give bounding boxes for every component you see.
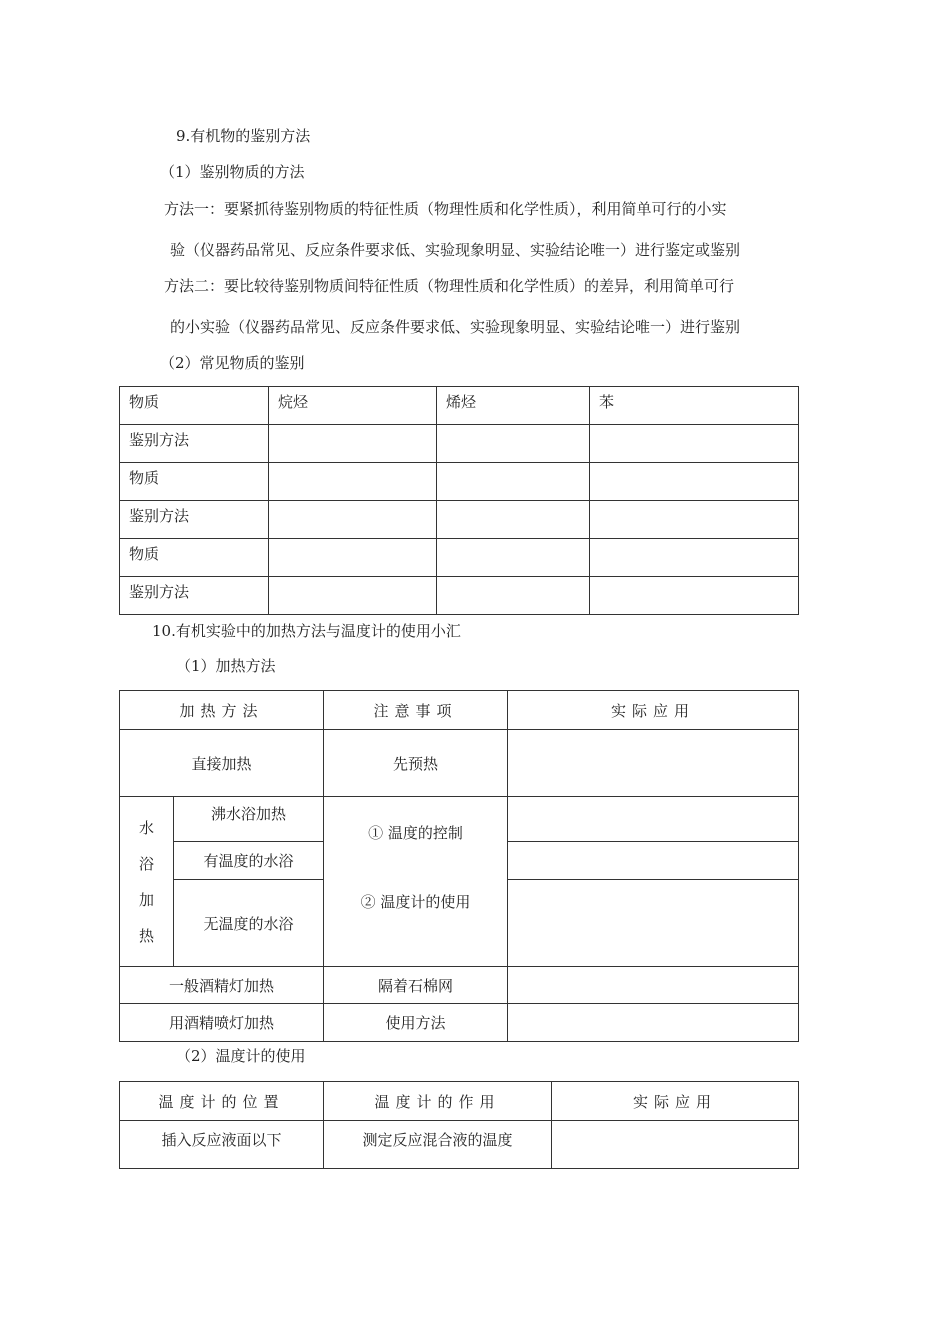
water-note-thermometer-use: ② 温度计的使用 — [360, 892, 471, 911]
water-bath-notes — [324, 797, 508, 967]
table-cell — [590, 539, 799, 577]
row-label: 物质 — [120, 539, 269, 577]
table-cell — [590, 577, 799, 615]
sub-heading-thermometer-use: （2）温度计的使用 — [176, 1047, 306, 1065]
method-one-line-2: 验（仪器药品常见、反应条件要求低、实验现象明显、实验结论唯一）进行鉴定或鉴别 — [170, 241, 741, 259]
thermometer-position-cell: 插入反应液面以下 — [120, 1121, 324, 1169]
table-cell — [437, 539, 590, 577]
table-cell — [590, 463, 799, 501]
table-cell — [269, 425, 437, 463]
table-cell — [590, 501, 799, 539]
thermometer-function-cell: 测定反应混合液的温度 — [324, 1121, 552, 1169]
table-cell — [269, 577, 437, 615]
table-cell — [508, 842, 799, 880]
header-cell: 温度计的作用 — [324, 1082, 552, 1121]
water-bath-char: 水 — [138, 818, 154, 837]
header-cell: 物质 — [120, 387, 269, 425]
table-cell — [269, 539, 437, 577]
table-cell — [508, 1004, 799, 1042]
table-cell — [437, 425, 590, 463]
direct-heating-cell: 直接加热 — [120, 730, 324, 797]
section-9-title: 9.有机物的鉴别方法 — [176, 127, 311, 145]
section-10-title: 10.有机实验中的加热方法与温度计的使用小汇 — [152, 622, 461, 640]
header-cell: 温度计的位置 — [120, 1082, 324, 1121]
table-row — [120, 501, 799, 539]
header-cell: 实际应用 — [552, 1082, 799, 1121]
header-cell: 加热方法 — [120, 691, 324, 730]
header-cell: 注意事项 — [324, 691, 508, 730]
table-header-row — [120, 387, 799, 425]
row-label: 鉴别方法 — [120, 577, 269, 615]
identification-table — [119, 386, 799, 615]
table-cell — [437, 463, 590, 501]
sub-heading-heating-methods: （1）加热方法 — [176, 657, 276, 675]
alcohol-lamp-cell: 一般酒精灯加热 — [120, 967, 324, 1004]
table-cell — [508, 880, 799, 967]
table-row — [120, 577, 799, 615]
method-one-line-1: 方法一：要紧抓待鉴别物质的特征性质（物理性质和化学性质），利用简单可行的小实 — [164, 200, 727, 218]
table-cell — [590, 425, 799, 463]
table-cell — [508, 730, 799, 797]
header-cell: 苯 — [590, 387, 799, 425]
thermometer-table — [119, 1081, 799, 1169]
heating-methods-table — [119, 690, 799, 1042]
row-label: 物质 — [120, 463, 269, 501]
direct-heating-note: 先预热 — [324, 730, 508, 797]
header-cell: 实际应用 — [508, 691, 799, 730]
table-cell — [552, 1121, 799, 1169]
table-row — [120, 797, 799, 842]
table-header-row — [120, 1082, 799, 1121]
table-cell — [437, 501, 590, 539]
table-row — [120, 1121, 799, 1169]
water-bath-without-temp-cell: 无温度的水浴 — [174, 880, 324, 967]
water-note-temperature-control: ① 温度的控制 — [368, 823, 463, 842]
header-cell: 烯烃 — [437, 387, 590, 425]
row-label: 鉴别方法 — [120, 501, 269, 539]
row-label: 鉴别方法 — [120, 425, 269, 463]
table-cell — [508, 797, 799, 842]
table-cell — [269, 501, 437, 539]
sub-heading-common-substances: （2）常见物质的鉴别 — [160, 354, 305, 372]
table-cell — [508, 967, 799, 1004]
blow-lamp-cell: 用酒精喷灯加热 — [120, 1004, 324, 1042]
method-two-line-1: 方法二：要比较待鉴别物质间特征性质（物理性质和化学性质）的差异，利用简单可行 — [164, 277, 735, 295]
table-header-row — [120, 691, 799, 730]
water-bath-char: 热 — [138, 926, 154, 945]
table-row — [120, 425, 799, 463]
blow-lamp-note: 使用方法 — [324, 1004, 508, 1042]
table-row — [120, 1004, 799, 1042]
table-row — [120, 730, 799, 797]
water-bath-char: 加 — [138, 890, 154, 909]
method-two-line-2: 的小实验（仪器药品常见、反应条件要求低、实验现象明显、实验结论唯一）进行鉴别 — [170, 318, 741, 336]
water-bath-label — [120, 797, 174, 967]
table-row — [120, 463, 799, 501]
table-cell — [269, 463, 437, 501]
table-row — [120, 967, 799, 1004]
boiling-water-bath-cell: 沸水浴加热 — [174, 797, 324, 842]
water-bath-with-temp-cell: 有温度的水浴 — [174, 842, 324, 880]
sub-heading-identify-methods: （1）鉴别物质的方法 — [160, 163, 305, 181]
alcohol-lamp-note: 隔着石棉网 — [324, 967, 508, 1004]
table-cell — [437, 577, 590, 615]
water-bath-char: 浴 — [138, 854, 154, 873]
header-cell: 烷烃 — [269, 387, 437, 425]
table-row — [120, 539, 799, 577]
